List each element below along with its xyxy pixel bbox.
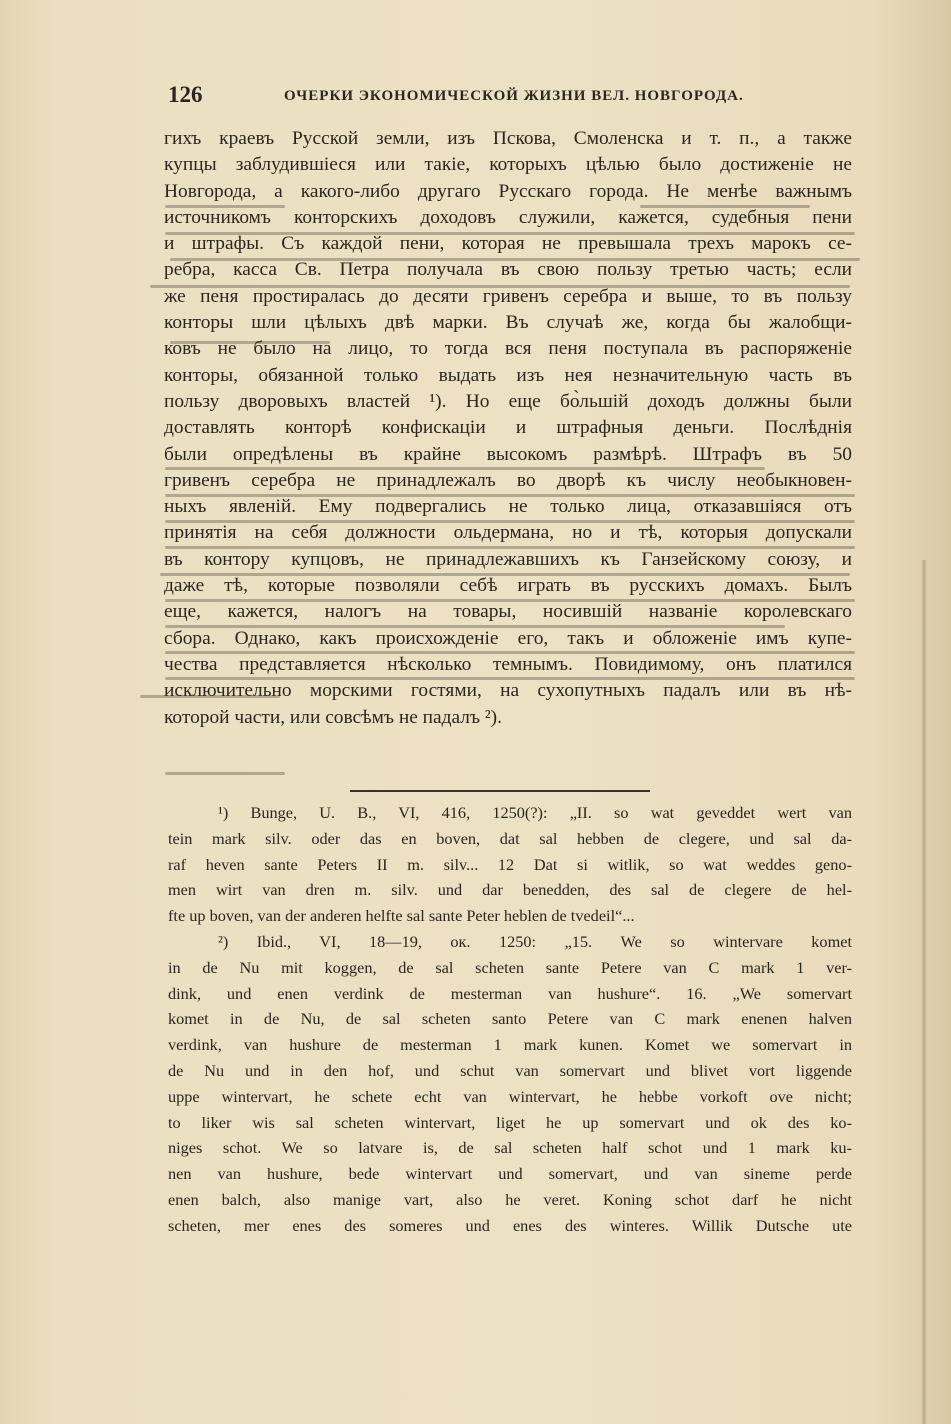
footnote-line: dink, und enen verdink de mesterman van hushure“. 16. „We somervart: [168, 983, 852, 1003]
pencil-underline: [150, 285, 850, 288]
pencil-underline: [640, 205, 810, 208]
pencil-underline: [165, 494, 855, 497]
text-line: конторы шли цѣлыхъ двѣ марки. Въ случаѣ же, когда бы жалобщи-: [164, 312, 852, 334]
footnote-line: ²) Ibid., VI, 18—19, ок. 1250: „15. We so wintervare komet: [218, 931, 852, 951]
pencil-underline: [165, 467, 765, 470]
text-line: же пеня простиралась до десяти гривенъ серебра и выше, то въ пользу: [164, 285, 852, 307]
footnote-line: in de Nu mit koggen, de sal scheten sante Petere van C mark 1 ver-: [168, 957, 852, 977]
text-line: купцы заблудившіеся или такіе, которыхъ цѣлью было достиженіе не: [164, 154, 852, 176]
text-line: и штрафы. Съ каждой пени, которая не превышала трехъ марокъ се-: [164, 233, 852, 255]
text-line: исключительно морскими гостями, на сухопутныхъ падалъ или въ нѣ-: [164, 680, 852, 702]
text-line: еще, кажется, налогъ на товары, носившій названіе королевскаго: [164, 601, 852, 623]
footnote-line: nen van hushure, bede wintervart und somervart, und van sineme perde: [168, 1164, 852, 1184]
text-line: сбора. Однако, какъ происхожденіе его, такъ и обложеніе имъ купе-: [164, 627, 852, 649]
text-line: даже тѣ, которые позволяли себѣ играть въ русскихъ домахъ. Былъ: [164, 575, 852, 597]
text-line: чества представляется нѣсколько темнымъ. Повидимому, онъ платился: [164, 653, 852, 675]
text-line: пользу дворовыхъ властей ¹). Но еще бо̀льшій доходъ должны были: [164, 390, 852, 412]
text-line: источникомъ конторскихъ доходовъ служили, кажется, судебныя пени: [164, 206, 852, 228]
main-text: [164, 126, 852, 731]
pencil-underline: [160, 573, 850, 576]
page-header: [168, 82, 848, 112]
footnote-separator: [350, 790, 650, 792]
footnote-line: tein mark silv. oder das en boven, dat sal hebben de clegere, und sal da-: [168, 828, 852, 848]
footnote-line: to liker wis sal scheten wintervart, liget he up somervart und ok des ko-: [168, 1112, 852, 1132]
text-line: гихъ краевъ Русской земли, изъ Пскова, Смоленска и т. п., а также: [164, 128, 852, 149]
footnote-line: komet in de Nu, de sal scheten santo Petere van C mark enenen halven: [168, 1009, 852, 1029]
text-line: были опредѣлены въ крайне высокомъ размѣрѣ. Штрафъ въ 50: [164, 443, 852, 465]
footnote-line: verdink, van hushure de mesterman 1 mark kunen. Komet we somervart in: [168, 1035, 852, 1055]
running-title: ОЧЕРКИ ЭКОНОМИЧЕСКОЙ ЖИЗНИ ВЕЛ. НОВГОРОДА.: [284, 88, 744, 104]
pencil-underline: [165, 520, 855, 523]
text-line: принятія на себя должности ольдермана, но и тѣ, которыя допускали: [164, 522, 852, 544]
footnote-line: ¹) Bunge, U. B., VI, 416, 1250(?): „II. so wat geveddet wert van: [218, 803, 852, 822]
pencil-underline: [140, 695, 280, 698]
footnote-line: niges schot. We so latvare is, de sal scheten half schot und 1 mark ku-: [168, 1138, 852, 1158]
pencil-underline: [165, 599, 855, 602]
text-line: ныхъ явленій. Ему подвергались не только лица, отказавшіяся отъ: [164, 496, 852, 518]
text-line: гривенъ серебра не принадлежалъ во дворѣ къ числу необыкновен-: [164, 469, 852, 491]
text-line: конторы, обязанной только выдать изъ нея незначительную часть въ: [164, 364, 852, 386]
pencil-underline: [165, 651, 855, 654]
footnote-line: uppe wintervart, he schete echt van wintervart, he hebbe vorkoft ove nicht;: [168, 1086, 852, 1106]
pencil-underline: [170, 341, 330, 344]
text-line: которой части, или совсѣмъ не падалъ ²).: [164, 706, 502, 728]
footnote-line: men wirt van dren m. silv. und dar benedden, des sal de clegere de hel-: [168, 880, 852, 900]
text-line: ковъ не было на лицо, то тогда вся пеня поступала въ распоряженіе: [164, 338, 852, 360]
footnote-line: raf heven sante Peters II m. silv... 12 Dat si witlik, so wat weddes geno-: [168, 854, 852, 874]
page-gutter-shadow: [921, 560, 927, 1424]
page-number: 126: [168, 82, 203, 107]
pencil-underline: [165, 546, 855, 549]
pencil-underline: [165, 625, 785, 628]
text-line: доставлять конторѣ конфискаціи и штрафныя деньги. Послѣднія: [164, 417, 852, 439]
text-line: ребра, касса Св. Петра получала въ свою пользу третью часть; если: [164, 259, 852, 281]
pencil-underline: [165, 677, 855, 680]
text-line: Новгорода, а какого-либо другаго Русскаго города. Не менѣе важнымъ: [164, 180, 852, 202]
pencil-underline: [165, 205, 285, 208]
text-line: въ контору купцовъ, не принадлежавшихъ къ Ганзейскому союзу, и: [164, 548, 852, 570]
footnote-line: scheten, mer enes des someres und enes des winteres. Willik Dutsche ute: [168, 1215, 852, 1235]
footnote-line: fte up boven, van der anderen helfte sal sante Peter heblen de tvedeil“...: [168, 906, 635, 926]
pencil-underline: [170, 258, 860, 261]
footnote-line: enen balch, also manige vart, also he veret. Koning schot darf he nicht: [168, 1189, 852, 1209]
footnote-line: de Nu und in den hof, und schut van somervart und blivet vort liggende: [168, 1060, 852, 1080]
footnotes: [168, 800, 852, 1239]
pencil-underline: [165, 772, 285, 775]
pencil-underline: [165, 232, 855, 235]
